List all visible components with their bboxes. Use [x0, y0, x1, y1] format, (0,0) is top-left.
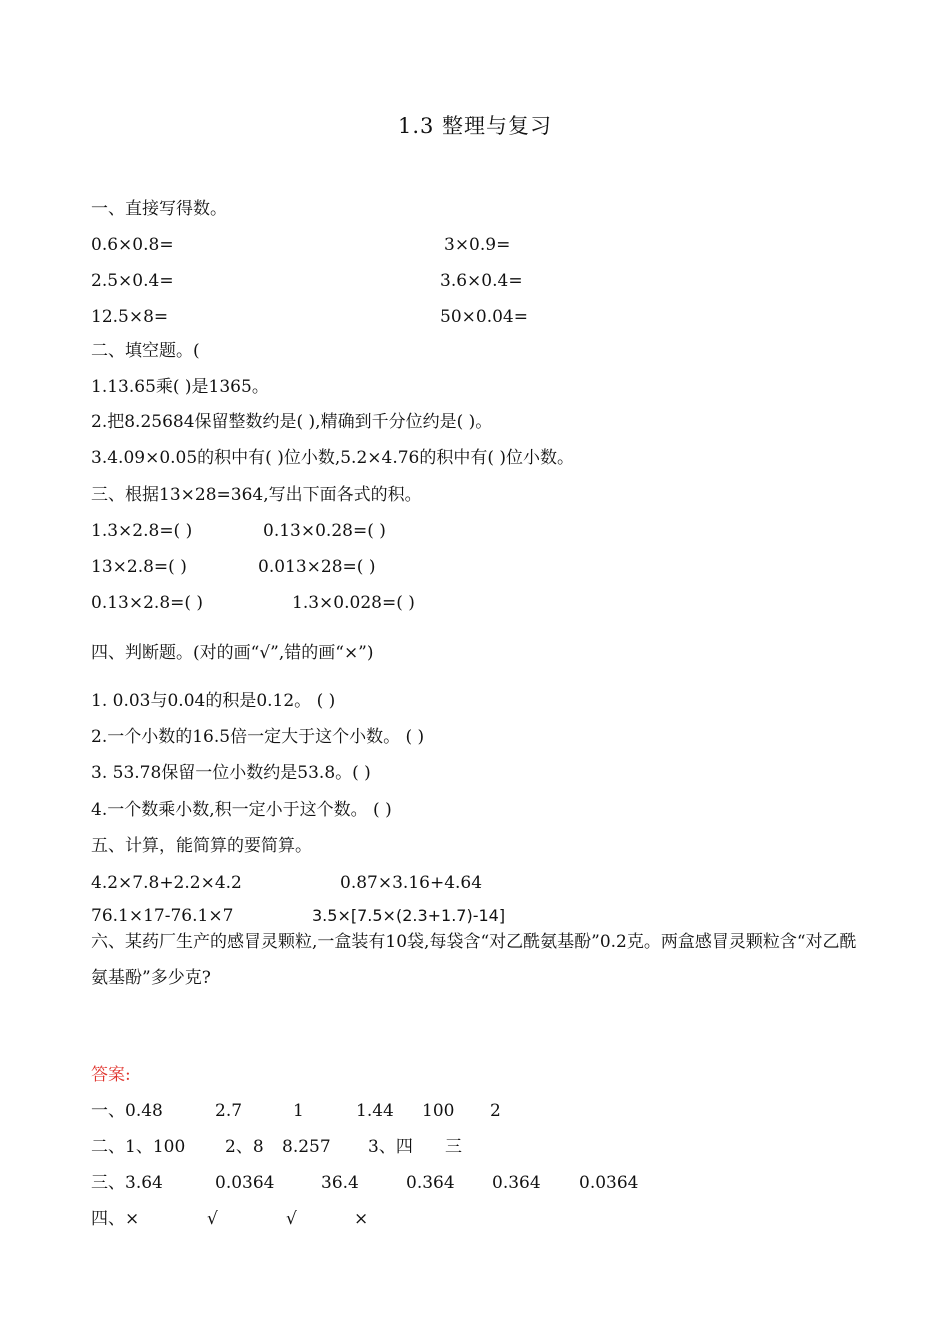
section-1-heading: 一、直接写得数。: [91, 199, 227, 219]
answer-item: 100: [422, 1101, 455, 1121]
answer-item: 一、0.48: [91, 1101, 163, 1121]
section-6-word-problem: 六、某药厂生产的感冒灵颗粒,一盒装有10袋,每袋含“对乙酰氨基酚”0.2克。两盒感冒灵颗粒含“对乙酰氨基酚”多少克?: [91, 932, 857, 988]
sec3-row2-right: 0.013×28=( ): [258, 557, 376, 577]
answer-item: 8.257: [282, 1137, 331, 1157]
answer-item: 2、8: [225, 1137, 264, 1157]
answer-item: 0.0364: [215, 1173, 275, 1193]
sec2-question-3: 3.4.09×0.05的积中有( )位小数,5.2×4.76的积中有( )位小数。: [91, 448, 575, 468]
sec2-question-2: 2.把8.25684保留整数约是( ),精确到千分位约是( )。: [91, 412, 493, 432]
answer-item: 36.4: [321, 1173, 359, 1193]
sec1-row1-right: 3×0.9=: [444, 235, 511, 255]
answer-item: 1: [293, 1101, 304, 1121]
sec1-row3-right: 50×0.04=: [440, 307, 528, 327]
sec4-item-1: 1. 0.03与0.04的积是0.12。 ( ): [91, 691, 336, 711]
sec3-row3-right: 1.3×0.028=( ): [292, 593, 415, 613]
sec3-row1-right: 0.13×0.28=( ): [263, 521, 386, 541]
sec2-question-1: 1.13.65乘( )是1365。: [91, 377, 269, 397]
answer-item: 1.44: [356, 1101, 394, 1121]
answer-item: 2: [490, 1101, 501, 1121]
answer-item: √: [207, 1209, 218, 1229]
answers-heading: 答案:: [91, 1065, 131, 1085]
answers-row-2: [91, 1136, 462, 1158]
sec4-item-3: 3. 53.78保留一位小数约是53.8。( ): [91, 763, 371, 783]
answer-item: 0.0364: [579, 1173, 639, 1193]
answers-row-1: [91, 1100, 501, 1122]
answer-item: 四、×: [91, 1209, 140, 1229]
sec1-row3-left: 12.5×8=: [91, 307, 169, 327]
page-title: 1.3 整理与复习: [397, 114, 553, 138]
sec4-item-4: 4.一个数乘小数,积一定小于这个数。 ( ): [91, 800, 392, 820]
answer-item: 3、四: [368, 1137, 413, 1157]
sec1-row2-right: 3.6×0.4=: [440, 271, 523, 291]
sec3-row1-left: 1.3×2.8=( ): [91, 521, 193, 541]
answer-item: 三: [445, 1137, 462, 1157]
answer-item: 二、1、100: [91, 1137, 186, 1157]
section-3-heading: 三、根据13×28=364,写出下面各式的积。: [91, 485, 422, 505]
sec1-row1-left: 0.6×0.8=: [91, 235, 174, 255]
answer-item: √: [286, 1209, 297, 1229]
section-4-heading: 四、判断题。(对的画“√”,错的画“×”): [91, 643, 374, 663]
sec4-item-2: 2.一个小数的16.5倍一定大于这个小数。 ( ): [91, 727, 425, 747]
answer-item: 0.364: [406, 1173, 455, 1193]
sec3-row3-left: 0.13×2.8=( ): [91, 593, 204, 613]
section-5-heading: 五、计算，能简算的要简算。: [91, 836, 312, 856]
sec3-row2-left: 13×2.8=( ): [91, 557, 187, 577]
answer-item: 三、3.64: [91, 1173, 163, 1193]
sec5-row1-right: 0.87×3.16+4.64: [340, 873, 483, 893]
sec5-row2-left: 76.1×17-76.1×7: [91, 906, 234, 926]
sec5-row1-left: 4.2×7.8+2.2×4.2: [91, 873, 242, 893]
answers-row-3: [91, 1172, 638, 1194]
sec1-row2-left: 2.5×0.4=: [91, 271, 174, 291]
section-2-heading: 二、填空题。(: [91, 341, 200, 361]
answer-item: 2.7: [215, 1101, 243, 1121]
answers-row-4: [91, 1208, 368, 1230]
answer-item: ×: [354, 1209, 369, 1229]
sec5-row2-right: 3.5×[7.5×(2.3+1.7)-14]: [312, 906, 506, 925]
answer-item: 0.364: [492, 1173, 541, 1193]
